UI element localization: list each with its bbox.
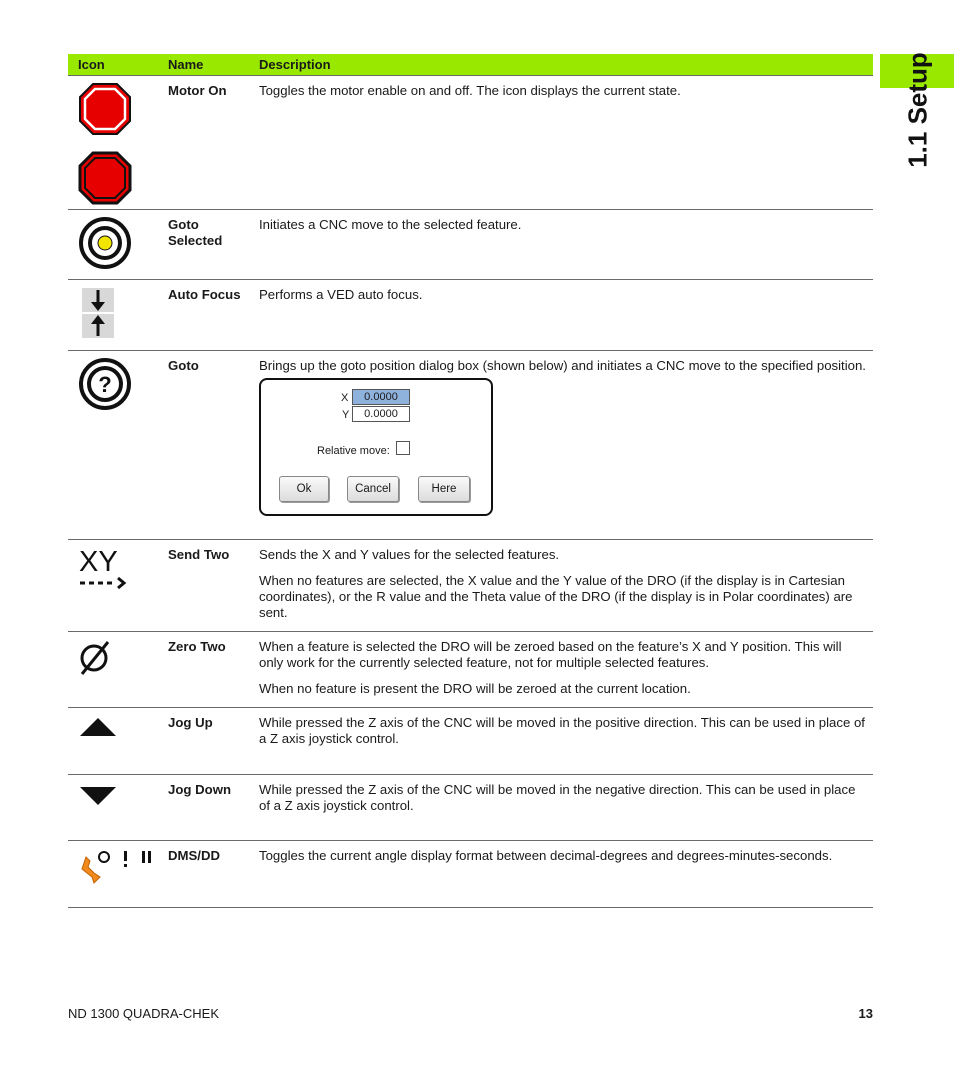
- row-desc: When a feature is selected the DRO will be zeroed based on the feature’s X and Y position. This will only work for the currently selected feature, not for multiple selected features.: [259, 639, 842, 670]
- row-name: Goto: [168, 351, 259, 540]
- row-name: Auto Focus: [168, 280, 259, 351]
- y-label: Y: [342, 409, 350, 421]
- row-name: Send Two: [168, 540, 259, 632]
- row-name: Jog Up: [168, 708, 259, 775]
- jog-up-triangle-icon: [78, 714, 168, 743]
- table-row: [68, 775, 873, 841]
- x-field[interactable]: 0.0000: [352, 389, 410, 405]
- table-row: [68, 540, 873, 632]
- col-header-name: Name: [168, 54, 259, 76]
- zero-two-empty-set-icon: [78, 638, 168, 681]
- goto-dialog: [259, 378, 493, 516]
- section-title-vertical: [888, 40, 948, 180]
- auto-focus-arrows-icon: [78, 286, 168, 343]
- goto-selected-target-icon: [78, 216, 168, 273]
- here-button[interactable]: Here: [418, 476, 470, 502]
- jog-down-triangle-icon: [78, 781, 168, 810]
- y-field[interactable]: 0.0000: [352, 406, 410, 422]
- goto-question-target-icon: [78, 357, 168, 414]
- row-desc: Performs a VED auto focus.: [259, 287, 423, 302]
- col-header-description: Description: [259, 54, 873, 76]
- page-number: 13: [858, 1006, 873, 1021]
- row-name: Jog Down: [168, 775, 259, 841]
- table-row: [68, 708, 873, 775]
- table-row: Goto Selected Initiates a CNC move to the selected feature.: [68, 210, 873, 280]
- row-name: Zero Two: [168, 632, 259, 708]
- table-header-row: [68, 54, 873, 76]
- table-row: [68, 76, 873, 210]
- relative-move-label: Relative move:: [317, 445, 390, 457]
- table-row: [68, 841, 873, 908]
- row-name: Motor On: [168, 76, 259, 210]
- motor-on-stop-sign-icon: [78, 82, 168, 209]
- table-row: [68, 632, 873, 708]
- table-row: [68, 351, 873, 540]
- svg-text:?: ?: [98, 372, 112, 397]
- row-desc: Sends the X and Y values for the selected features.: [259, 547, 560, 562]
- svg-text:XY: XY: [79, 546, 118, 578]
- row-desc: Initiates a CNC move to the selected feature.: [259, 217, 522, 232]
- row-desc: Toggles the current angle display format between decimal-degrees and degrees-minutes-seconds.: [259, 848, 833, 863]
- ok-button[interactable]: Ok: [279, 476, 329, 502]
- relative-move-checkbox[interactable]: [396, 441, 410, 455]
- row-desc: Brings up the goto position dialog box (shown below) and initiates a CNC move to the specified position.: [259, 358, 866, 373]
- row-desc: Toggles the motor enable on and off. The icon displays the current state.: [259, 83, 681, 98]
- row-desc: When no features are selected, the X value and the Y value of the DRO (if the display is in Cartesian coordinates), or the R value and the Theta value of the DRO (if the display is in Polar coordinates) are sent.: [259, 573, 853, 620]
- table-row: [68, 280, 873, 351]
- icon-table: [68, 54, 873, 908]
- send-two-xy-icon: [78, 546, 168, 599]
- row-name: DMS/DD: [168, 841, 259, 908]
- cancel-button[interactable]: Cancel: [347, 476, 399, 502]
- col-header-icon: Icon: [68, 54, 168, 76]
- row-desc: While pressed the Z axis of the CNC will be moved in the negative direction. This can be used in place of a Z axis joystick control.: [259, 782, 856, 813]
- section-title-text: 1.1 Setup: [902, 52, 933, 168]
- footer-product: ND 1300 QUADRA-CHEK: [68, 1006, 219, 1021]
- row-desc: While pressed the Z axis of the CNC will be moved in the positive direction. This can be used in place of a Z axis joystick control.: [259, 715, 865, 746]
- dms-dd-degree-icon: [78, 847, 168, 890]
- x-label: X: [341, 392, 349, 404]
- row-desc: When no feature is present the DRO will be zeroed at the current location.: [259, 681, 691, 696]
